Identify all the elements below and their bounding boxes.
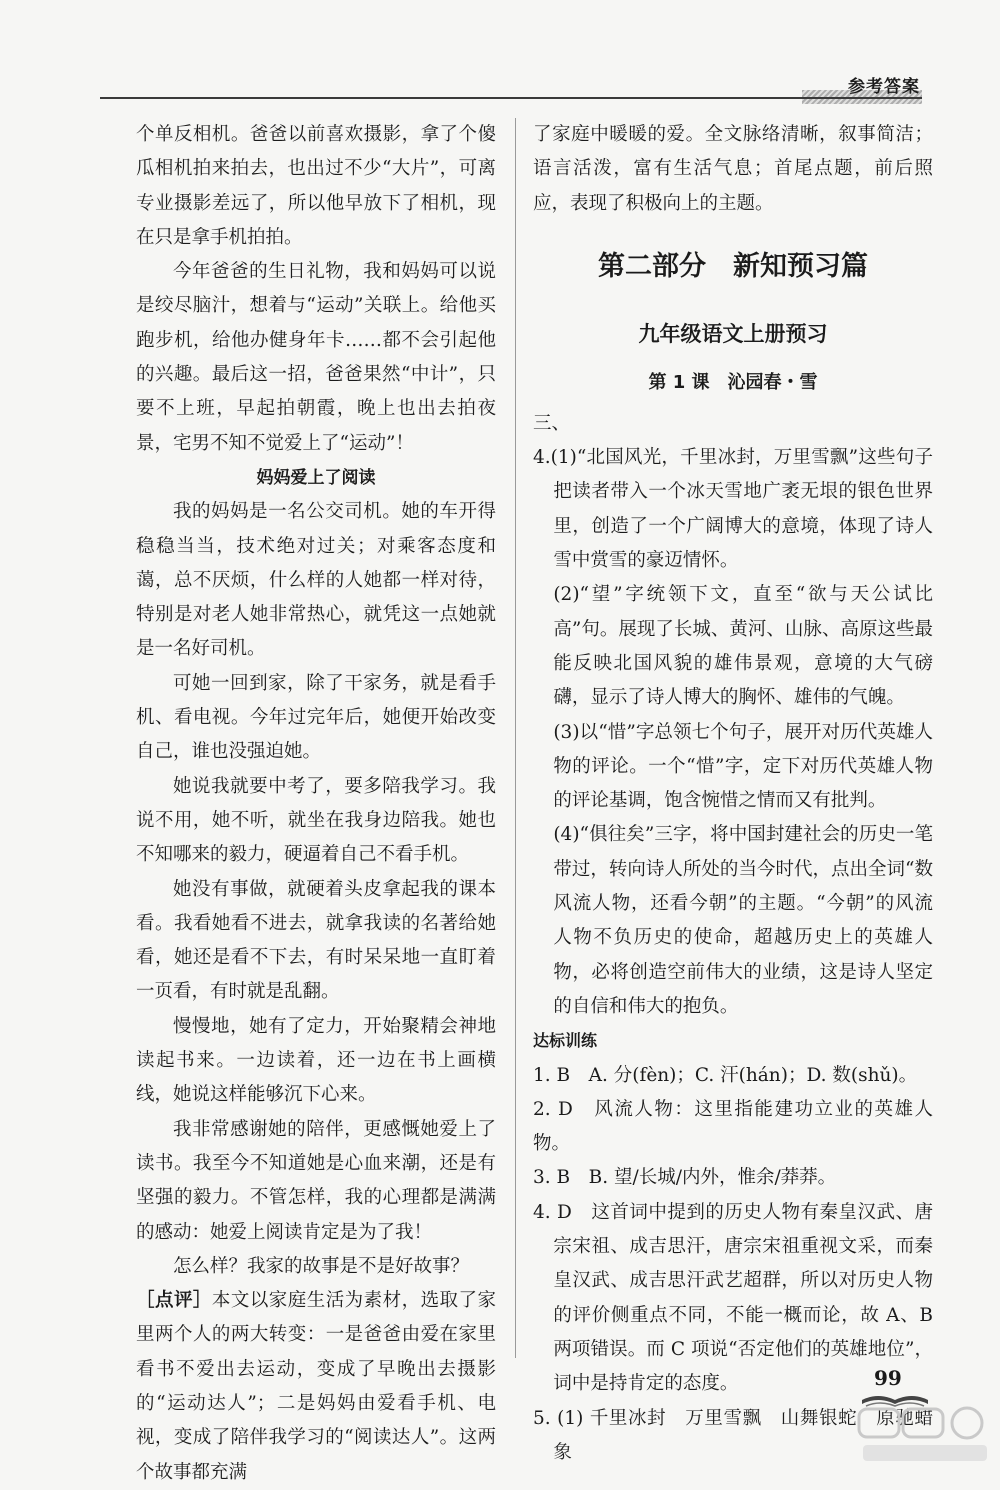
comment-label: ［点评］: [136, 1290, 212, 1312]
paragraph: 我的妈妈是一名公交司机。她的车开得稳稳当当，技术绝对过关；对乘客态度和蔼，总不厌烦，什么样的人她都一样对待，特别是对老人她非常热心，就凭这一点她就是一名好司机。: [136, 501, 496, 660]
header-rule: [100, 97, 922, 99]
training-item: 3. B B. 望/长城/内外，惟余/莽莽。: [533, 1167, 837, 1189]
training-item: 2. D 风流人物：这里指能建功立业的英雄人物。: [533, 1098, 933, 1155]
watermark-logo: [855, 1405, 995, 1467]
paragraph: 她说我就要中考了，要多陪我学习。我说不用，她不听，就坐在我身边陪我。她也不知哪来的毅力，硬逼着自己不看手机。: [136, 775, 496, 866]
paragraph: 慢慢地，她有了定力，开始聚精会神地读起书来。一边读着，还一边在书上画横线，她说这样能够沉下心来。: [136, 1015, 496, 1106]
header-label: 参考答案: [848, 77, 920, 97]
left-column: [136, 118, 496, 1490]
paragraph: 个单反相机。爸爸以前喜欢摄影，拿了个傻瓜相机拍来拍去，也出过不少“大片”，可离专业摄影差远了，所以他早放下了相机，现在只是拿手机拍拍。: [136, 124, 496, 248]
story-title: 妈妈爱上了阅读: [256, 467, 376, 488]
training-item: 5. (1) 千里冰封 万里雪飘 山舞银蛇 原驰蜡象: [533, 1407, 933, 1463]
part-title: 第二部分 新知预习篇: [598, 250, 868, 282]
paragraph: 她没有事做，就硬着头皮拿起我的课本看。我看她看不进去，就拿我读的名著给她看，她还是看不下去，有时呆呆地一直盯着一页看，有时就是乱翻。: [136, 878, 496, 1003]
section-number: 三、: [533, 412, 571, 434]
lesson-title: 第 1 课 沁园春・雪: [648, 371, 818, 393]
answer-item: (4)“俱往矣”三字，将中国封建社会的历史一笔带过，转向诗人所处的当今时代，点出全词“数风流人物，还看今朝”的主题。“今朝”的风流人物不负历史的使命，超越历史上的英雄人物，必将创造空前伟大的业绩，这是诗人坚定的自信和伟大的抱负。: [553, 824, 933, 1017]
paragraph: 可她一回到家，除了干家务，就是看手机、看电视。今年过完年后，她便开始改变自己，谁也没强迫她。: [136, 672, 496, 763]
paragraph: 了家庭中暖暖的爱。全文脉络清晰，叙事简洁；语言活泼，富有生活气息；首尾点题，前后照应，表现了积极向上的主题。: [533, 124, 933, 214]
column-divider: [515, 118, 516, 1358]
paragraph: 怎么样？我家的故事是不是好故事？: [173, 1255, 470, 1277]
comment-paragraph: [136, 1284, 496, 1490]
page-header: [100, 60, 922, 100]
grade-title: 九年级语文上册预习: [638, 321, 828, 346]
comment-text: 本文以家庭生活为素材，选取了家里两个人的两大转变：一是爸爸由爱在家里看书不爱出去运动，变成了早晚出去摄影的“运动达人”；二是妈妈由爱看手机、电视，变成了陪伴我学习的“阅读达人”。这两个故事都充满: [136, 1290, 496, 1483]
training-item: 4. D 这首词中提到的历史人物有秦皇汉武、唐宗宋祖、成吉思汗，唐宗宋祖重视文采，而秦皇汉武、成吉思汗武艺超群，所以对历史人物的评价侧重点不同，不能一概而论，故 A、B 两项错误。而 C 项说“否定他们的英雄地位”，词中是持肯定的态度。: [533, 1201, 933, 1395]
training-item: 1. B A. 分(fèn)；C. 汗(hán)；D. 数(shǔ)。: [533, 1064, 918, 1086]
answer-item: (3)以“惜”字总领七个句子，展开对历代英雄人物的评论。一个“惜”字，定下对历代英雄人物的评论基调，饱含惋惜之情而又有批判。: [553, 721, 933, 812]
right-column: [533, 118, 933, 1470]
paragraph: 今年爸爸的生日礼物，我和妈妈可以说是绞尽脑汁，想着与“运动”关联上。给他买跑步机，给他办健身年卡……都不会引起他的兴趣。最后这一招，爸爸果然“中计”，只要不上班，早起拍朝霞，晚上也出去拍夜景，宅男不知不觉爱上了“运动”！: [136, 261, 496, 454]
answer-item: (2)“望”字统领下文，直至“欲与天公试比高”句。展现了长城、黄河、山脉、高原这些最能反映北国风貌的雄伟景观，意境的大气磅礴，显示了诗人博大的胸怀、雄伟的气魄。: [553, 584, 933, 709]
training-heading: 达标训练: [533, 1031, 598, 1051]
page-number: 99: [874, 1366, 902, 1390]
answer-item: 4.(1)“北国风光，千里冰封，万里雪飘”这些句子把读者带入一个冰天雪地广袤无垠的银色世界里，创造了一个广阔博大的意境，体现了诗人雪中赏雪的豪迈情怀。: [533, 447, 933, 572]
paragraph: 我非常感谢她的陪伴，更感慨她爱上了读书。我至今不知道她是心血来潮，还是有坚强的毅力。不管怎样，我的心理都是满满的感动：她爱上阅读肯定是为了我！: [136, 1118, 496, 1243]
